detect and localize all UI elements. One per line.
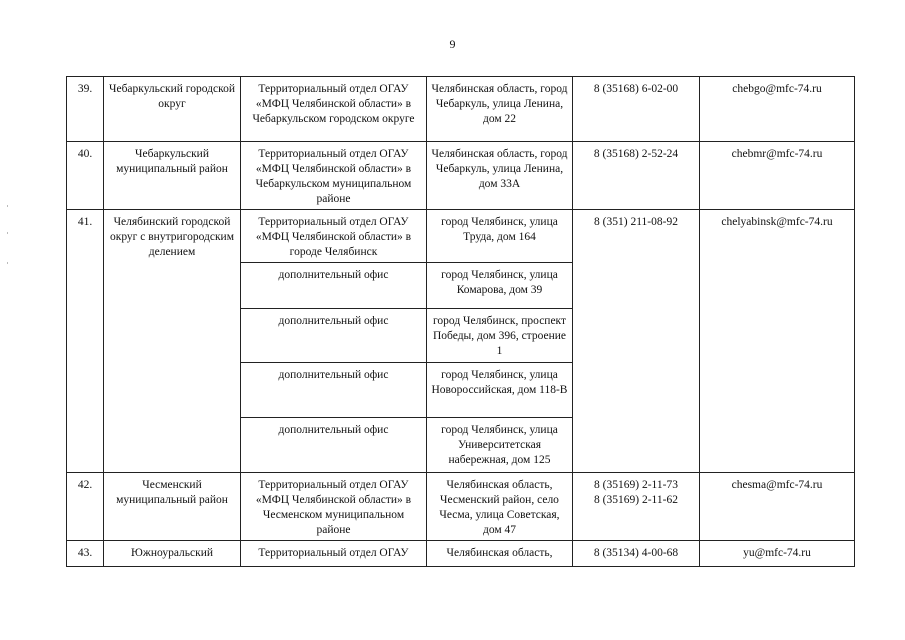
mfc-offices-table: [66, 76, 855, 567]
table-row: [67, 77, 855, 142]
phone-number: 8 (35169) 2-11-73: [594, 479, 678, 491]
phone-cell: [573, 541, 700, 567]
municipality-cell: Южноуральский: [104, 541, 241, 567]
address-cell: Челябинская область, город Чебаркуль, улица Ленина, дом 33А: [427, 142, 573, 210]
department-cell: Территориальный отдел ОГАУ «МФЦ Челябинской области» в Чебаркульском муниципальном районе: [241, 142, 427, 210]
municipality-cell: Челябинский городской округ с внутригородским делением: [104, 210, 241, 473]
phone-cell: [573, 210, 700, 473]
department-cell: Территориальный отдел ОГАУ «МФЦ Челябинской области» в городе Челябинск: [241, 210, 427, 263]
row-number: 39.: [67, 77, 104, 142]
table-row: [67, 210, 855, 263]
address-cell: Челябинская область, город Чебаркуль, улица Ленина, дом 22: [427, 77, 573, 142]
address-cell: Челябинская область, Чесменский район, село Чесма, улица Советская, дом 47: [427, 473, 573, 541]
phone-number: 8 (35168) 2-52-24: [593, 148, 679, 160]
municipality-cell: Чебаркульский городской округ: [104, 77, 241, 142]
email-cell: chebmr@mfc-74.ru: [700, 142, 855, 210]
department-cell: Территориальный отдел ОГАУ: [241, 541, 427, 567]
phone-number: 8 (35169) 2-11-62: [594, 494, 678, 506]
margin-mark: [7, 205, 8, 207]
table-row: [67, 473, 855, 541]
row-number: 40.: [67, 142, 104, 210]
address-cell: город Челябинск, улица Комарова, дом 39: [427, 263, 573, 309]
phone-number: 8 (35168) 6-02-00: [593, 83, 679, 95]
email-cell: yu@mfc-74.ru: [700, 541, 855, 567]
office-label-cell: дополнительный офис: [241, 418, 427, 473]
department-cell: Территориальный отдел ОГАУ «МФЦ Челябинской области» в Чесменском муниципальном районе: [241, 473, 427, 541]
municipality-cell: Чебаркульский муниципальный район: [104, 142, 241, 210]
email-cell: chelyabinsk@mfc-74.ru: [700, 210, 855, 473]
phone-number: 8 (35134) 4-00-68: [593, 547, 679, 559]
page-number: 9: [449, 37, 456, 51]
department-cell: Территориальный отдел ОГАУ «МФЦ Челябинской области» в Чебаркульском городском округе: [241, 77, 427, 142]
address-cell: город Челябинск, улица Новороссийская, дом 118-В: [427, 363, 573, 418]
phone-cell: [573, 473, 700, 541]
office-label-cell: дополнительный офис: [241, 309, 427, 363]
address-cell: город Челябинск, проспект Победы, дом 396, строение 1: [427, 309, 573, 363]
margin-mark: [7, 262, 8, 264]
municipality-cell: Чесменский муниципальный район: [104, 473, 241, 541]
row-number: 43.: [67, 541, 104, 567]
office-label-cell: дополнительный офис: [241, 263, 427, 309]
phone-cell: [573, 77, 700, 142]
row-number: 42.: [67, 473, 104, 541]
row-number: 41.: [67, 210, 104, 473]
table-row: [67, 142, 855, 210]
office-label-cell: дополнительный офис: [241, 363, 427, 418]
address-cell: город Челябинск, улица Труда, дом 164: [427, 210, 573, 263]
table-row: [67, 541, 855, 567]
phone-number: 8 (351) 211-08-92: [594, 216, 678, 228]
margin-mark: [7, 232, 8, 234]
phone-cell: [573, 142, 700, 210]
email-cell: chesma@mfc-74.ru: [700, 473, 855, 541]
address-cell: город Челябинск, улица Университетская набережная, дом 125: [427, 418, 573, 473]
email-cell: chebgo@mfc-74.ru: [700, 77, 855, 142]
address-cell: Челябинская область,: [427, 541, 573, 567]
